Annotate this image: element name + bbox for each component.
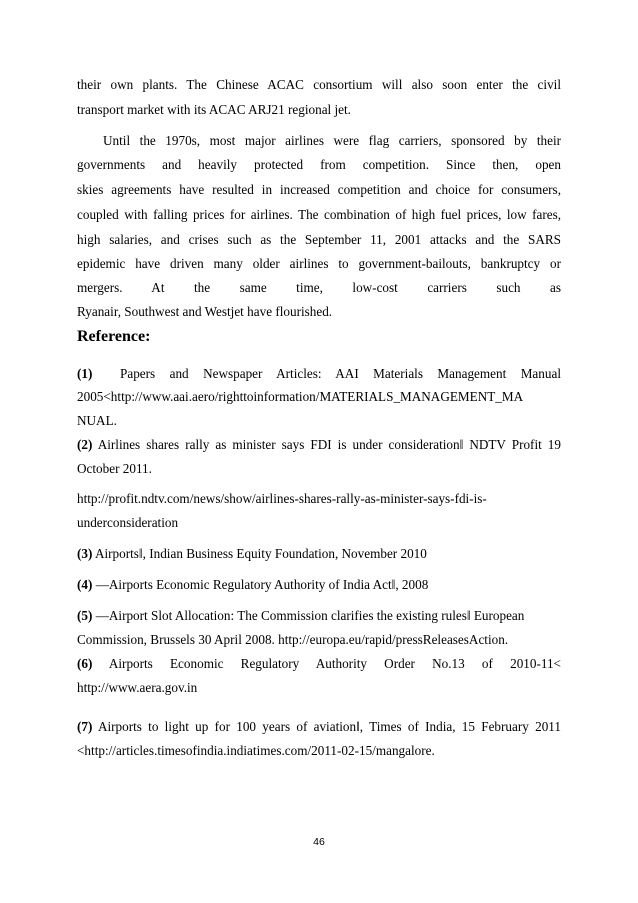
ref-1-line-2: 2005<http://www.aai.aero/righttoinformation/MATERIALS_MANAGEMENT_MA	[77, 389, 524, 404]
intro-line-2: transport market with its ACAC ARJ21 regional jet.	[77, 102, 351, 117]
ref-3: (3) Airports‖, Indian Business Equity Foundation, November 2010	[77, 546, 427, 561]
ref-5-line-1: (5) ―Airport Slot Allocation: The Commission clarifies the existing rules‖ European	[77, 608, 525, 623]
ref-1-line-1: Papers and Newspaper Articles: AAI Materials Management Manual	[120, 366, 561, 381]
page-number: 46	[313, 836, 325, 848]
ref-7-line-1: (7) Airports to light up for 100 years of aviation‖, Times of India, 15 February 2011	[77, 719, 561, 734]
body-line-7: mergers. At the same time, low-cost carriers such as	[77, 280, 561, 295]
body-line-6: epidemic have driven many older airlines to government-bailouts, bankruptcy or	[77, 256, 561, 271]
ref-7-line-2: <http://articles.timesofindia.indiatimes.com/2011-02-15/mangalore.	[77, 743, 435, 758]
ref-5-line-2: Commission, Brussels 30 April 2008. http://europa.eu/rapid/pressReleasesAction.	[77, 632, 509, 647]
ref-2-url-line-1: http://profit.ndtv.com/news/show/airlines-shares-rally-as-minister-says-fdi-is-	[77, 491, 487, 506]
ref-2-line-1: (2) Airlines shares rally as minister says FDI is under consideration‖ NDTV Profit 19	[77, 437, 561, 452]
ref-number: (1)	[77, 366, 93, 381]
body-line-8: Ryanair, Southwest and Westjet have flourished.	[77, 304, 333, 319]
references-heading: Reference:	[77, 328, 151, 345]
ref-6-line-2: http://www.aera.gov.in	[77, 680, 198, 695]
ref-4: (4) ―Airports Economic Regulatory Authority of India Act‖, 2008	[77, 577, 429, 592]
ref-1-line-3: NUAL.	[77, 413, 117, 428]
body-line-5: high salaries, and crises such as the September 11, 2001 attacks and the SARS	[77, 232, 561, 247]
ref-2-line-2: October 2011.	[77, 461, 152, 476]
body-line-4: coupled with falling prices for airlines. The combination of high fuel prices, low fares,	[77, 207, 561, 222]
ref-6-line-1: (6) Airports Economic Regulatory Authority Order No.13 of 2010-11<	[77, 656, 561, 671]
body-line-3: skies agreements have resulted in increased competition and choice for consumers,	[77, 182, 561, 197]
body-line-2: governments and heavily protected from competition. Since then, open	[77, 157, 561, 172]
ref-2-url-line-2: underconsideration	[77, 515, 179, 530]
intro-line-1: their own plants. The Chinese ACAC consortium will also soon enter the civil	[77, 77, 561, 92]
body-line-1: Until the 1970s, most major airlines were flag carriers, sponsored by their	[103, 133, 561, 148]
